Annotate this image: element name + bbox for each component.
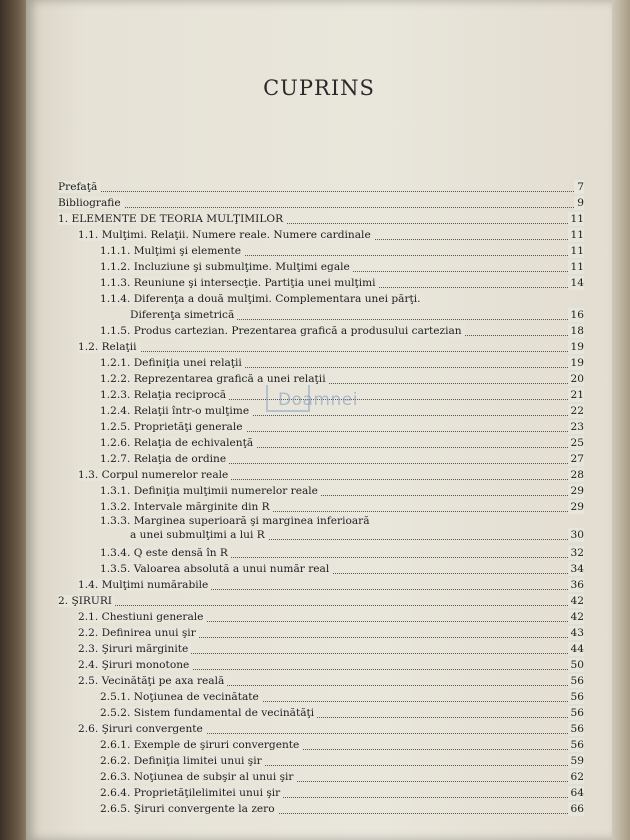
- toc-entry-title: 1.1.5. Produs cartezian. Prezentarea grafică a produsului cartezian: [100, 325, 465, 337]
- toc-entry-title: 2.4. Şiruri monotone: [78, 659, 192, 671]
- toc-entry-title: 2.1. Chestiuni generale: [78, 611, 206, 623]
- toc-page-number: 19: [568, 340, 584, 354]
- toc-page-number: 50: [568, 658, 584, 672]
- page-edge: [612, 0, 630, 840]
- toc-page-number: 64: [568, 786, 584, 800]
- toc-entry: [78, 674, 584, 688]
- toc-entry: [100, 484, 584, 498]
- toc-page-number: 66: [568, 802, 584, 816]
- table-of-contents: [26, 0, 612, 840]
- page-title: CUPRINS: [263, 76, 375, 100]
- toc-page-number: 29: [568, 500, 584, 514]
- toc-entry-title: 2. ŞIRURI: [58, 595, 115, 607]
- toc-entry: [130, 308, 584, 322]
- toc-entry-title: 1.2.3. Relaţia reciprocă: [100, 389, 229, 401]
- toc-entry-title: 1.3.1. Definiţia mulţimii numerelor reale: [100, 485, 321, 497]
- toc-entry: [78, 722, 584, 736]
- toc-entry-title: 2.3. Şiruri mărginite: [78, 643, 191, 655]
- toc-entry: [100, 452, 584, 466]
- toc-page-number: 29: [568, 484, 584, 498]
- toc-entry-title: 2.2. Definirea unui şir: [78, 627, 199, 639]
- toc-entry: [100, 500, 584, 514]
- toc-entry: [100, 372, 584, 386]
- toc-page-number: 62: [568, 770, 584, 784]
- toc-entry-title: 1.2.4. Relaţii într-o mulţime: [100, 405, 252, 417]
- toc-entry: [100, 324, 584, 338]
- toc-entry-title: Bibliografie: [58, 197, 124, 209]
- toc-entry: [100, 802, 584, 816]
- toc-entry-title: 2.6.5. Şiruri convergente la zero: [100, 803, 278, 815]
- toc-entry-title: 1.4. Mulţimi numărabile: [78, 579, 211, 591]
- toc-page-number: 56: [568, 674, 584, 688]
- toc-entry-title: 1.2. Relaţii: [78, 341, 140, 353]
- toc-page-number: 7: [574, 180, 584, 194]
- toc-entry: [100, 770, 584, 784]
- toc-page-number: 11: [568, 260, 584, 274]
- toc-page-number: 19: [568, 356, 584, 370]
- toc-entry-title: 2.6.3. Noţiunea de subşir al unui şir: [100, 771, 296, 783]
- toc-page-number: 11: [568, 228, 584, 242]
- toc-entry: [100, 356, 584, 370]
- dot-leader: [58, 207, 584, 208]
- toc-entry: [58, 180, 584, 194]
- toc-page-number: 59: [568, 754, 584, 768]
- toc-entry: [100, 420, 584, 434]
- toc-entry-title: 1. ELEMENTE DE TEORIA MULŢIMILOR: [58, 213, 286, 225]
- toc-entry: [100, 786, 584, 800]
- toc-page-number: 9: [574, 196, 584, 210]
- toc-entry: [100, 546, 584, 560]
- toc-entry: [78, 610, 584, 624]
- toc-page-number: 20: [568, 372, 584, 386]
- toc-entry-title: 2.5. Vecinătăţi pe axa reală: [78, 675, 227, 687]
- toc-entry: [100, 738, 584, 752]
- dot-leader: [58, 605, 584, 606]
- toc-entry: [78, 626, 584, 640]
- toc-page-number: 42: [568, 594, 584, 608]
- toc-entry-title: 1.3.4. Q este densă în R: [100, 547, 231, 559]
- toc-entry-title: 1.3.3. Marginea superioară şi marginea inferioară: [100, 515, 373, 527]
- toc-page-number: 18: [568, 324, 584, 338]
- watermark-text: Doamnei: [278, 390, 358, 410]
- toc-entry-title: 2.5.2. Sistem fundamental de vecinătăţi: [100, 707, 317, 719]
- toc-page-number: 43: [568, 626, 584, 640]
- toc-entry-title: 1.1.1. Mulţimi şi elemente: [100, 245, 244, 257]
- toc-entry-title: Diferenţa simetrică: [130, 309, 237, 321]
- toc-page-number: 11: [568, 212, 584, 226]
- toc-page-number: 11: [568, 244, 584, 258]
- toc-page-number: 56: [568, 706, 584, 720]
- toc-entry: [100, 244, 584, 258]
- toc-entry: [130, 528, 584, 542]
- toc-page-number: 44: [568, 642, 584, 656]
- toc-entry: [58, 594, 584, 608]
- toc-entry-title: 2.6.1. Exemple de şiruri convergente: [100, 739, 302, 751]
- toc-page-number: 34: [568, 562, 584, 576]
- dot-leader: [78, 351, 584, 352]
- toc-entry-title: 1.3.5. Valoarea absolută a unui număr real: [100, 563, 332, 575]
- toc-page-number: 42: [568, 610, 584, 624]
- toc-entry: [78, 642, 584, 656]
- toc-page-number: 21: [568, 388, 584, 402]
- toc-page-number: 25: [568, 436, 584, 450]
- toc-page-number: 22: [568, 404, 584, 418]
- toc-entry: [100, 260, 584, 274]
- toc-page-number: 27: [568, 452, 584, 466]
- toc-entry-title: 1.2.2. Reprezentarea grafică a unei relaţii: [100, 373, 329, 385]
- toc-entry: [78, 468, 584, 482]
- toc-page-number: 14: [568, 276, 584, 290]
- toc-page-number: 56: [568, 690, 584, 704]
- toc-entry-title: 2.6. Şiruri convergente: [78, 723, 206, 735]
- toc-entry: [100, 754, 584, 768]
- toc-page-number: 30: [568, 528, 584, 542]
- toc-entry: [58, 212, 584, 226]
- toc-entry-title: 1.2.1. Definiţia unei relaţii: [100, 357, 245, 369]
- toc-entry-title: 1.3. Corpul numerelor reale: [78, 469, 231, 481]
- toc-entry: [78, 578, 584, 592]
- toc-entry: [100, 562, 584, 576]
- toc-entry-title: 2.6.2. Definiţia limitei unui şir: [100, 755, 265, 767]
- toc-page-number: 56: [568, 722, 584, 736]
- toc-entry-title: Prefaţă: [58, 181, 100, 193]
- toc-entry-title: 2.6.4. Proprietăţilelimitei unui şir: [100, 787, 283, 799]
- toc-entry: [100, 436, 584, 450]
- toc-entry: [78, 340, 584, 354]
- dot-leader: [58, 191, 584, 192]
- toc-entry: [78, 228, 584, 242]
- book-page: [26, 0, 612, 840]
- toc-entry-title: 1.1. Mulţimi. Relaţii. Numere reale. Numere cardinale: [78, 229, 374, 241]
- toc-entry: [100, 514, 584, 528]
- toc-page-number: 36: [568, 578, 584, 592]
- toc-entry: [100, 292, 584, 306]
- toc-entry-title: 2.5.1. Noţiunea de vecinătate: [100, 691, 262, 703]
- toc-page-number: 28: [568, 468, 584, 482]
- toc-entry: [58, 196, 584, 210]
- toc-entry-title: 1.2.6. Relaţia de echivalenţă: [100, 437, 256, 449]
- toc-entry: [100, 276, 584, 290]
- toc-page-number: 56: [568, 738, 584, 752]
- toc-entry-title: 1.1.2. Incluziune şi submulţime. Mulţimi egale: [100, 261, 353, 273]
- toc-entry: [78, 658, 584, 672]
- toc-page-number: 16: [568, 308, 584, 322]
- toc-page-number: 23: [568, 420, 584, 434]
- toc-page-number: 32: [568, 546, 584, 560]
- book-spine-shadow: [0, 0, 26, 840]
- toc-entry-title: 1.2.5. Proprietăţi generale: [100, 421, 246, 433]
- toc-entry-title: 1.1.4. Diferenţa a două mulţimi. Complementara unei părţi.: [100, 293, 424, 305]
- toc-entry: [100, 690, 584, 704]
- toc-entry-title: 1.3.2. Intervale mărginite din R: [100, 501, 273, 513]
- toc-entry-title: 1.1.3. Reuniune şi intersecţie. Partiţia unei mulţimi: [100, 277, 379, 289]
- toc-entry-title: 1.2.7. Relaţia de ordine: [100, 453, 229, 465]
- toc-entry: [100, 706, 584, 720]
- toc-entry-title: a unei submulţimi a lui R: [130, 529, 268, 541]
